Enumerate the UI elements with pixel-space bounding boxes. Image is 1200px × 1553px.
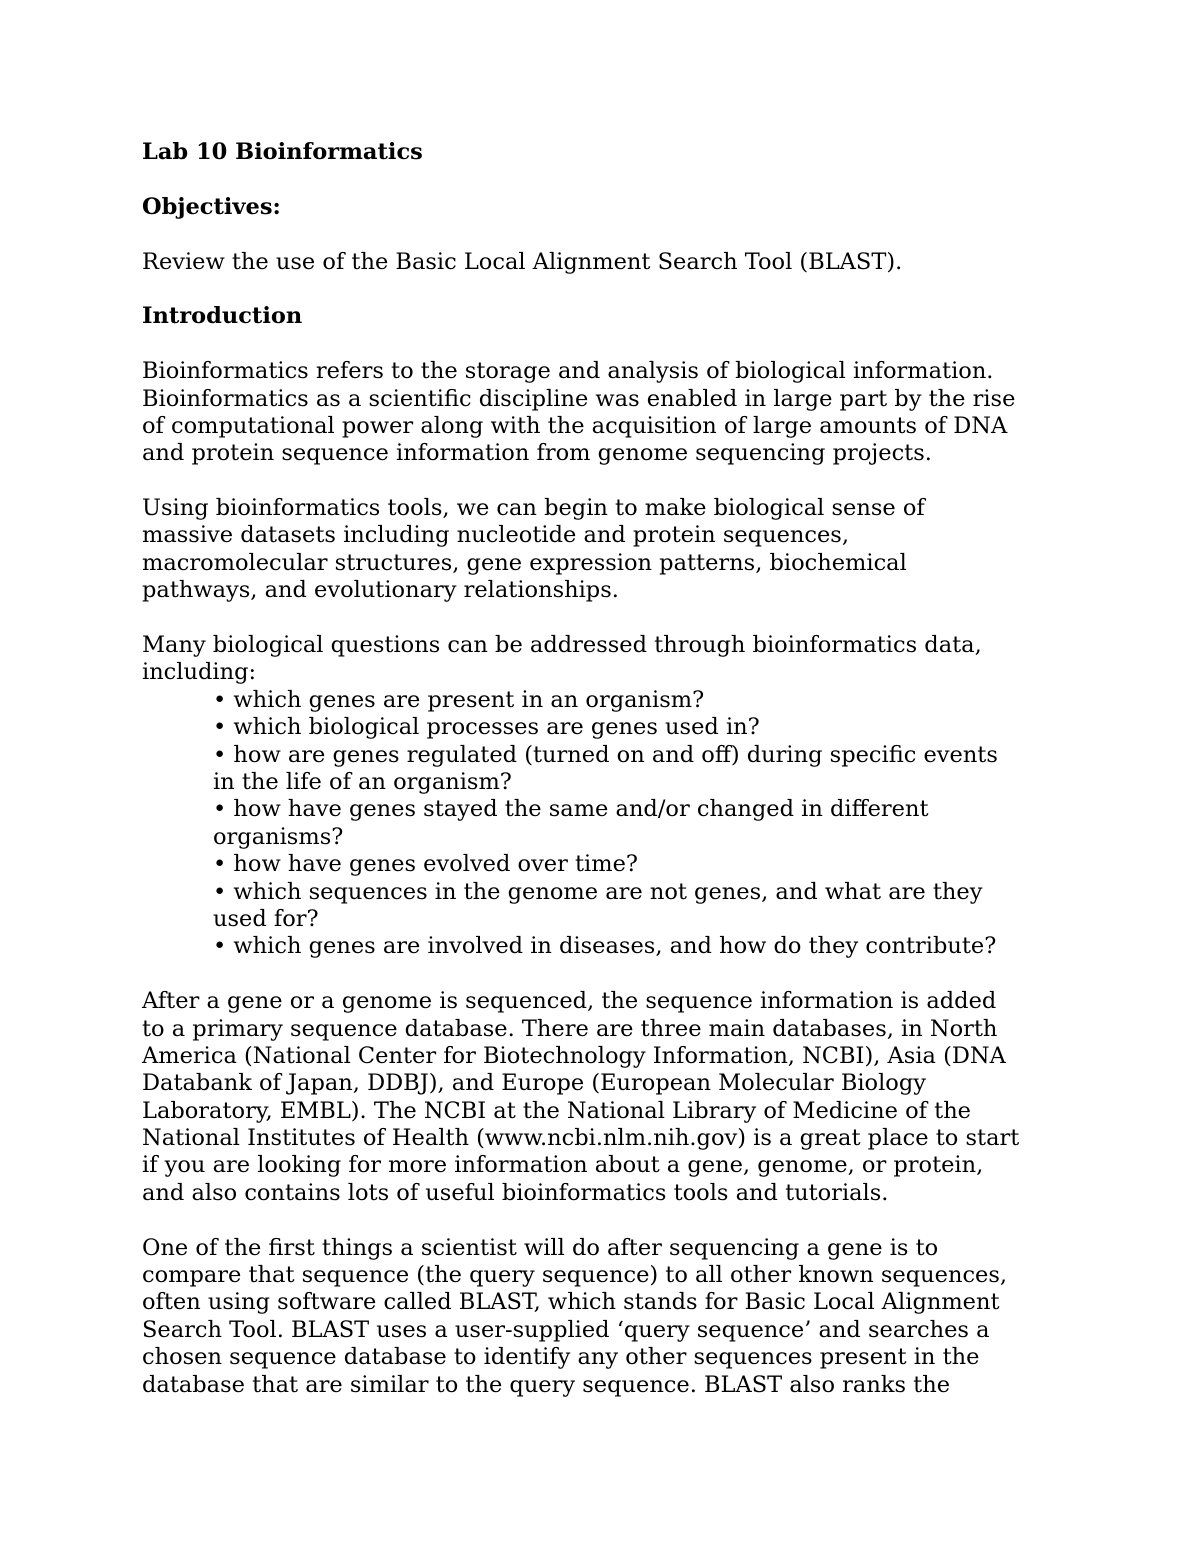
paragraph-line: and protein sequence information from genome sequencing projects.: [142, 440, 932, 467]
paragraph-line: Many biological questions can be addressed through bioinformatics data,: [142, 632, 982, 659]
list-item: • how are genes regulated (turned on and off) during specific events: [213, 741, 998, 768]
list-item-continuation: in the life of an organism?: [213, 768, 512, 795]
spacer: [142, 221, 1142, 248]
introduction-heading: Introduction: [142, 303, 303, 330]
spacer: [142, 166, 1142, 193]
list-item: • how have genes stayed the same and/or changed in different: [213, 796, 929, 823]
paragraph-line: if you are looking for more information about a gene, genome, or protein,: [142, 1152, 984, 1179]
paragraph-line: Using bioinformatics tools, we can begin to make biological sense of: [142, 495, 925, 522]
list-item: • which sequences in the genome are not genes, and what are they: [213, 878, 983, 905]
paragraph-line: Bioinformatics as a scientific discipline was enabled in large part by the rise: [142, 385, 1016, 412]
spacer: [142, 961, 1142, 988]
list-item-continuation: used for?: [213, 905, 319, 932]
paragraph-line: pathways, and evolutionary relationships.: [142, 577, 619, 604]
paragraph-line: One of the first things a scientist will do after sequencing a gene is to: [142, 1234, 939, 1261]
objectives-heading: Objectives:: [142, 193, 281, 220]
paragraph-line: including:: [142, 659, 257, 686]
paragraph-line: database that are similar to the query sequence. BLAST also ranks the: [142, 1371, 951, 1398]
list-item: • which genes are involved in diseases, and how do they contribute?: [213, 933, 997, 960]
spacer: [142, 331, 1142, 358]
spacer: [142, 1207, 1142, 1234]
paragraph-line: National Institutes of Health (www.ncbi.nlm.nih.gov) is a great place to start: [142, 1125, 1020, 1152]
paragraph-line: After a gene or a genome is sequenced, the sequence information is added: [142, 988, 997, 1015]
question-bullet-list: [142, 687, 1142, 961]
paragraph-blast: [142, 1235, 1142, 1399]
spacer: [142, 276, 1142, 303]
objectives-text: Review the use of the Basic Local Alignment Search Tool (BLAST).: [142, 248, 903, 275]
paragraph-databases: [142, 988, 1142, 1207]
paragraph-tools: [142, 495, 1142, 605]
paragraph-line: America (National Center for Biotechnology Information, NCBI), Asia (DNA: [142, 1042, 1006, 1069]
paragraph-line: chosen sequence database to identify any other sequences present in the: [142, 1344, 980, 1371]
list-item: • which biological processes are genes used in?: [213, 714, 760, 741]
paragraph-line: often using software called BLAST, which stands for Basic Local Alignment: [142, 1289, 1000, 1316]
paragraph-line: Bioinformatics refers to the storage and analysis of biological information.: [142, 358, 994, 385]
list-item: • which genes are present in an organism?: [213, 686, 705, 713]
paragraph-line: massive datasets including nucleotide and protein sequences,: [142, 522, 850, 549]
spacer: [142, 468, 1142, 495]
paragraph-definition: [142, 358, 1142, 468]
paragraph-line: and also contains lots of useful bioinformatics tools and tutorials.: [142, 1179, 889, 1206]
document-title: Lab 10 Bioinformatics: [142, 139, 423, 165]
paragraph-line: Databank of Japan, DDBJ), and Europe (European Molecular Biology: [142, 1070, 926, 1097]
paragraph-line: Laboratory, EMBL). The NCBI at the National Library of Medicine of the: [142, 1097, 971, 1124]
paragraph-line: of computational power along with the acquisition of large amounts of DNA: [142, 412, 1008, 439]
paragraph-line: Search Tool. BLAST uses a user-supplied ‘query sequence’ and searches a: [142, 1316, 990, 1343]
spacer: [142, 605, 1142, 632]
paragraph-line: to a primary sequence database. There are three main databases, in North: [142, 1015, 998, 1042]
list-item: • how have genes evolved over time?: [213, 851, 638, 878]
document-page: [142, 139, 1142, 1399]
list-item-continuation: organisms?: [213, 823, 344, 850]
paragraph-line: macromolecular structures, gene expression patterns, biochemical: [142, 549, 907, 576]
paragraph-questions: [142, 632, 1142, 687]
paragraph-line: compare that sequence (the query sequence) to all other known sequences,: [142, 1262, 1008, 1289]
